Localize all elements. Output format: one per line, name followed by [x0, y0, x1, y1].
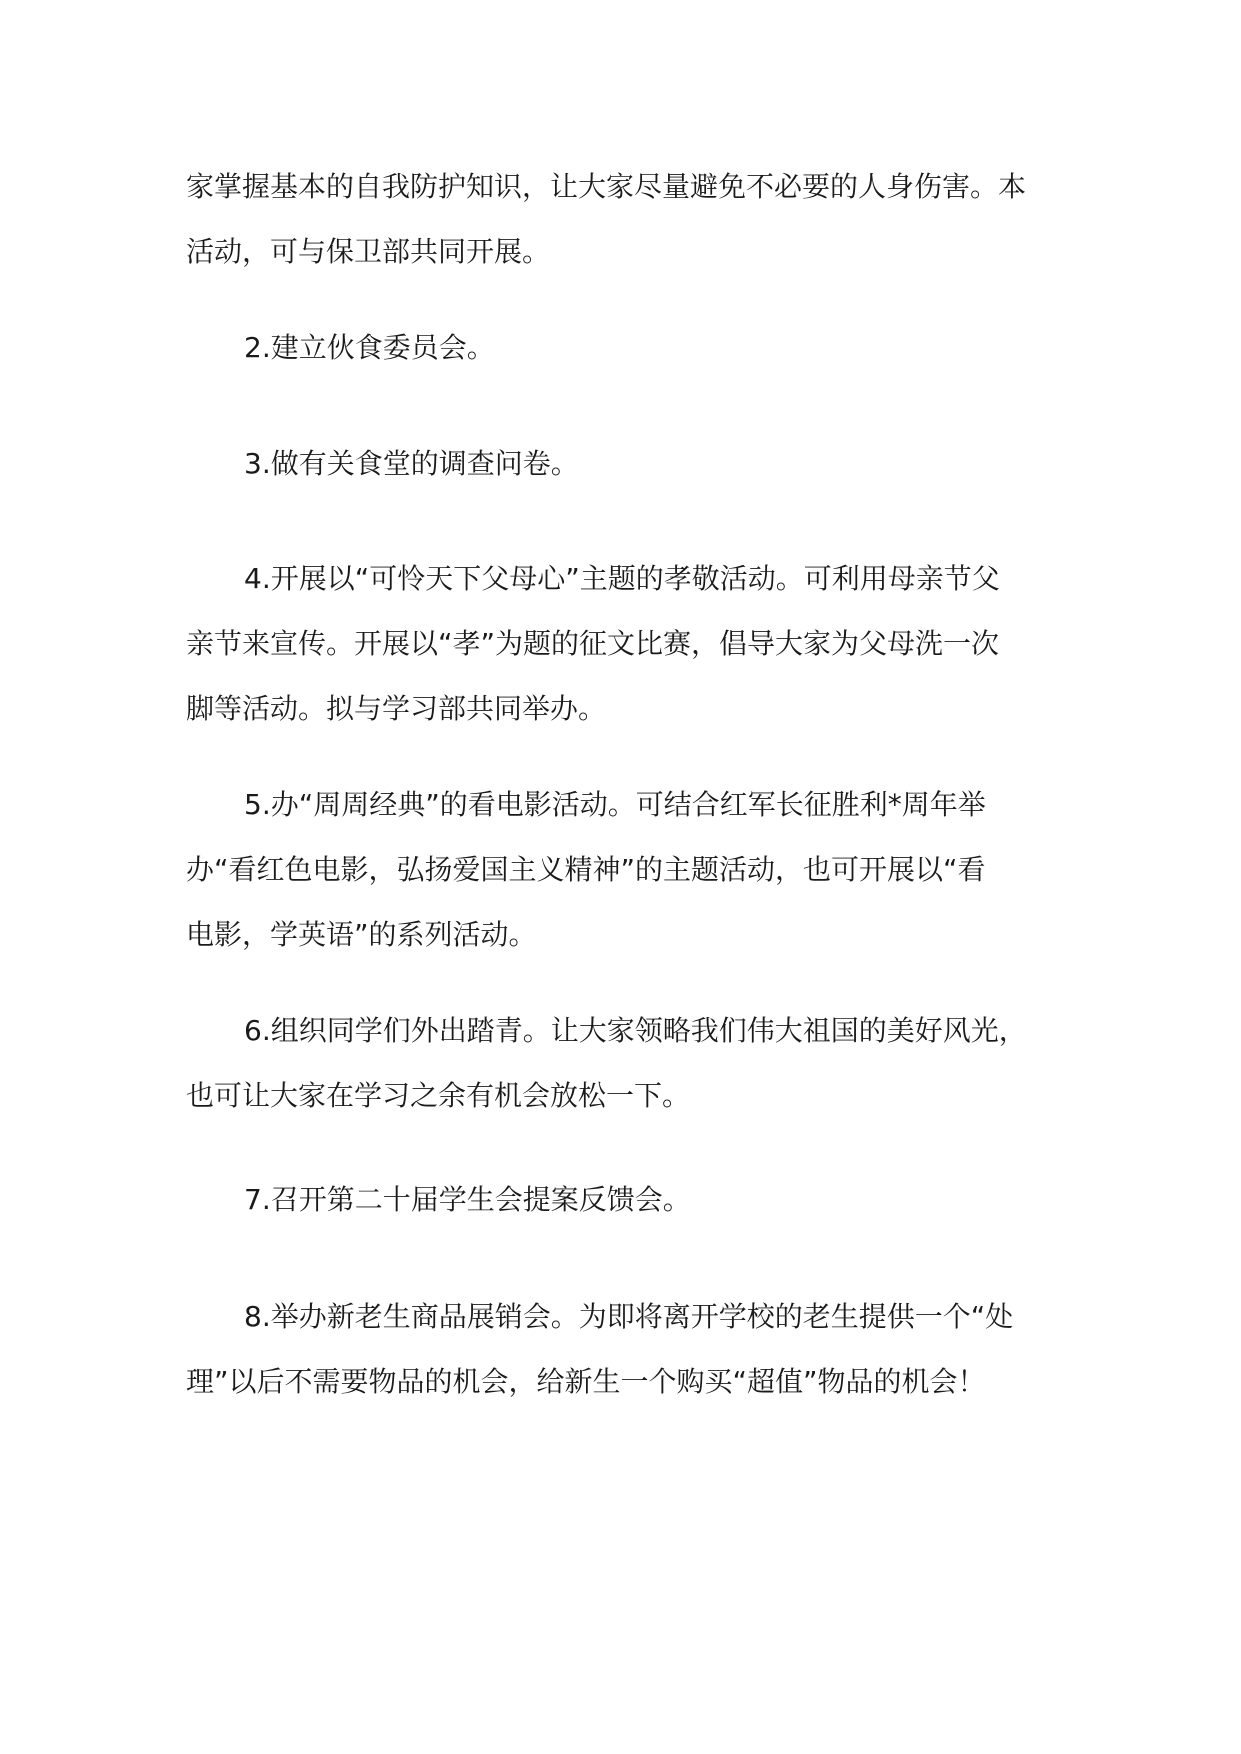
paragraph-line: 理”以后不需要物品的机会，给新生一个购买“超值”物品的机会！ — [186, 1365, 986, 1398]
paragraph-line: 亲节来宣传。开展以“孝”为题的征文比赛，倡导大家为父母洗一次 — [186, 627, 1000, 660]
paragraph-line: 2.建立伙食委员会。 — [244, 331, 495, 364]
paragraph-line: 8.举办新老生商品展销会。为即将离开学校的老生提供一个“处 — [244, 1300, 1014, 1333]
paragraph-line: 也可让大家在学习之余有机会放松一下。 — [186, 1079, 691, 1112]
paragraph-line: 办“看红色电影，弘扬爱国主义精神”的主题活动，也可开展以“看 — [186, 853, 986, 886]
paragraph-item-8 — [186, 1284, 1066, 1414]
paragraph-line: 活动，可与保卫部共同开展。 — [186, 235, 551, 268]
paragraph-item-4 — [186, 546, 1066, 741]
paragraph-item-7 — [186, 1167, 1066, 1232]
paragraph-item-2 — [186, 315, 1066, 380]
paragraph-line: 4.开展以“可怜天下父母心”主题的孝敬活动。可利用母亲节父 — [244, 562, 1000, 595]
paragraph-line: 电影，学英语”的系列活动。 — [186, 918, 537, 951]
paragraph-line: 3.做有关食堂的调查问卷。 — [244, 447, 579, 480]
paragraph-line: 脚等活动。拟与学习部共同举办。 — [186, 692, 607, 725]
paragraph-item-3 — [186, 431, 1066, 496]
paragraph-item-6 — [186, 998, 1066, 1128]
paragraph-self-protection-continued — [186, 154, 1066, 284]
paragraph-item-5 — [186, 772, 1066, 967]
paragraph-line: 家掌握基本的自我防护知识，让大家尽量避免不必要的人身伤害。本 — [186, 170, 1027, 203]
paragraph-line: 6.组织同学们外出踏青。让大家领略我们伟大祖国的美好风光， — [244, 1014, 1027, 1047]
paragraph-line: 7.召开第二十届学生会提案反馈会。 — [244, 1183, 691, 1216]
paragraph-line: 5.办“周周经典”的看电影活动。可结合红军长征胜利*周年举 — [244, 788, 986, 821]
